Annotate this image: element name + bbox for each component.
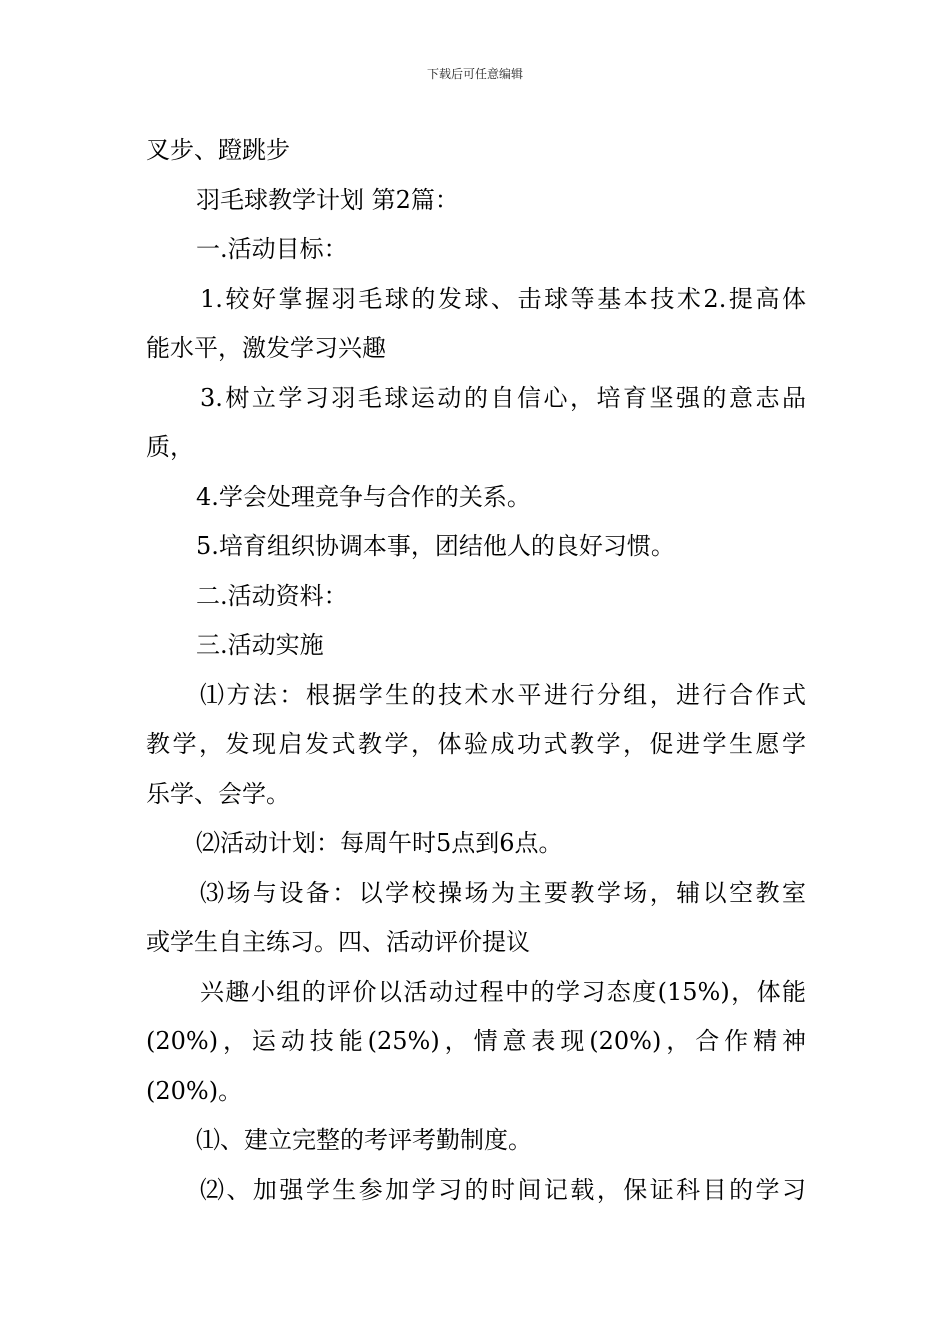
text-line: ⑴、建立完整的考评考勤制度。 [196,1126,532,1154]
text-line: 二.活动资料： [196,581,348,610]
text-line: 乐学、会学。 [146,779,290,808]
text-line: 1.较好掌握羽毛球的发球、击球等基本技术2.提高体 [200,284,806,313]
document-body [146,126,806,1215]
text-line: 4.学会处理竞争与合作的关系。 [196,482,531,511]
text-line: (20%)，运动技能(25%)，情意表现(20%)，合作精神 [146,1027,806,1055]
text-line: 5.培育组织协调本事，团结他人的良好习惯。 [196,532,675,560]
text-line: 或学生自主练习。四、活动评价提议 [146,928,530,956]
text-line: 3.树立学习羽毛球运动的自信心，培育坚强的意志品 [200,383,806,412]
text-line: 教学，发现启发式教学，体验成功式教学，促进学生愿学 [146,730,806,758]
text-line: ⑶场与设备：以学校操场为主要教学场，辅以空教室 [200,878,806,907]
text-line: (20%)。 [146,1076,243,1105]
text-line: 叉步、蹬跳步 [146,136,290,164]
page-header: 下载后可任意编辑 [426,67,523,81]
text-line: ⑵、加强学生参加学习的时间记载，保证科目的学习 [200,1175,806,1204]
text-line: ⑵活动计划：每周午时5点到6点。 [196,829,563,857]
text-line: 一.活动目标： [196,235,348,263]
text-line: 三.活动实施 [196,631,324,659]
text-line: 羽毛球教学计划 第2篇： [196,185,459,214]
text-line: 兴趣小组的评价以活动过程中的学习态度(15%)，体能 [200,977,806,1006]
text-line: 能水平，激发学习兴趣 [146,334,386,362]
text-line: ⑴方法：根据学生的技术水平进行分组，进行合作式 [200,680,806,709]
text-line: 质， [146,433,194,461]
